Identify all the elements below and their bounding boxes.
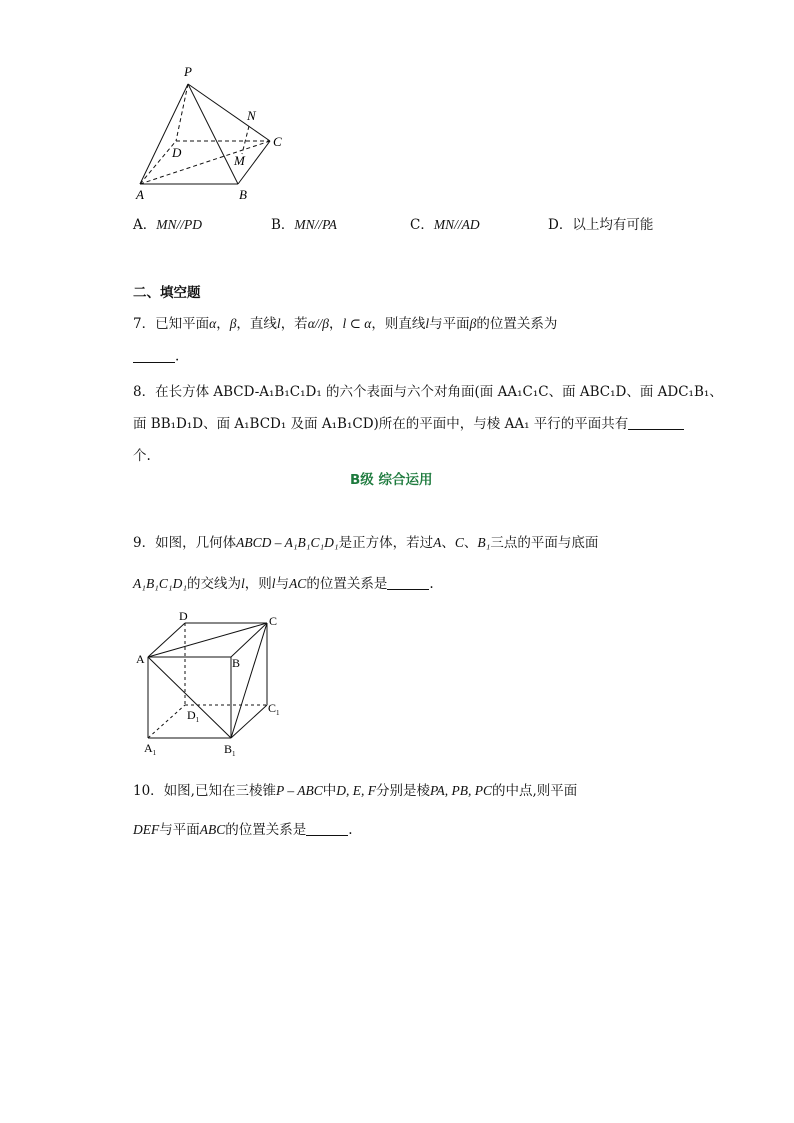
label-P: P — [184, 64, 192, 79]
option-c[interactable]: C．MN//AD — [410, 217, 480, 233]
question-10-line2: DEF与平面ABC的位置关系是 . — [133, 822, 353, 838]
label-N: N — [247, 108, 256, 123]
question-8-line1: 8．在长方体 ABCD-A₁B₁C₁D₁ 的六个表面与六个对角面(面 AA₁C₁C、面 ABC₁D、面 ADC₁B₁、 — [133, 384, 723, 400]
label-C: C — [273, 134, 282, 149]
label-D: D — [179, 609, 188, 623]
question-9-line2: A₁B₁C₁D₁的交线为l，则l与AC的位置关系是 . — [133, 576, 434, 592]
pyramid-figure — [128, 62, 298, 204]
answer-blank[interactable] — [306, 822, 348, 837]
question-10-line1: 10．如图,已知在三棱锥P – ABC中D, E, F分别是棱PA, PB, PC的中点,则平面 — [133, 783, 578, 799]
answer-blank[interactable] — [628, 416, 684, 431]
label-C1: $C_1$ — [268, 701, 280, 717]
label-B: B — [239, 187, 247, 202]
question-7-answer: . — [133, 348, 179, 364]
label-D1: $D_1$ — [187, 708, 200, 724]
label-C: C — [269, 614, 278, 628]
label-D: D — [172, 145, 182, 160]
answer-blank[interactable] — [133, 348, 175, 363]
option-a[interactable]: A．MN//PD — [133, 217, 202, 233]
question-8-line3: 个. — [133, 448, 151, 464]
question-9-line1: 9．如图，几何体ABCD – A₁B₁C₁D₁是正方体，若过A、C、B₁三点的平面与底面 — [133, 535, 599, 551]
option-d[interactable]: D．以上均有可能 — [548, 217, 654, 233]
label-A: A — [136, 187, 144, 202]
question-7: 7．已知平面α，β，直线l，若α//β，l ⊂ α，则直线l与平面β的位置关系为 — [133, 316, 558, 332]
label-A: A — [136, 652, 145, 666]
label-B1: $B_1$ — [224, 742, 236, 758]
label-A1: $A_1$ — [144, 741, 157, 757]
question-8-line2: 面 BB₁D₁D、面 A₁BCD₁ 及面 A₁B₁CD)所在的平面中，与棱 AA₁ 平行的平面共有 — [133, 412, 684, 432]
label-M: M — [234, 153, 245, 168]
answer-blank[interactable] — [387, 576, 429, 591]
section-heading: 二、填空题 — [133, 285, 201, 301]
level-heading: B级 综合运用 — [350, 472, 433, 488]
label-B: B — [232, 656, 241, 670]
option-b[interactable]: B．MN//PA — [271, 217, 337, 233]
cube-figure — [130, 606, 300, 764]
